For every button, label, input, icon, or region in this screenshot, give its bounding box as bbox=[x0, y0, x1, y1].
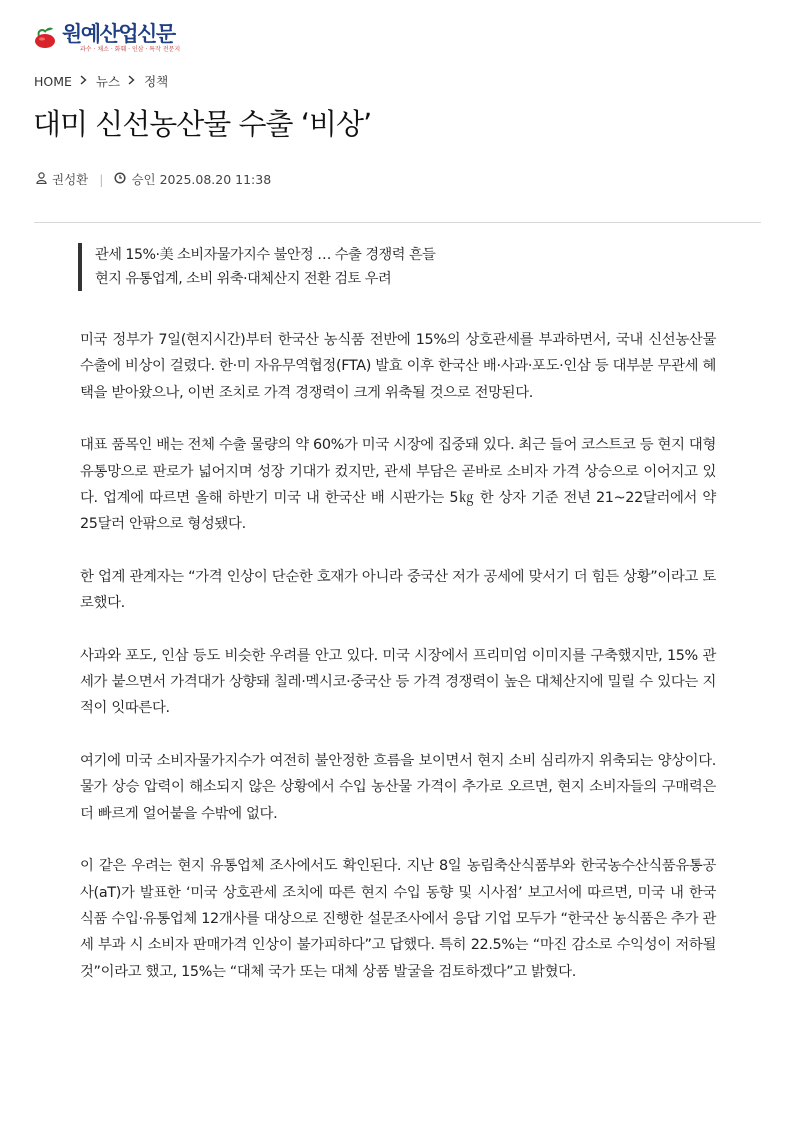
meta-divider: | bbox=[99, 171, 104, 187]
breadcrumb-news[interactable]: 뉴스 bbox=[95, 74, 121, 89]
chevron-right-icon bbox=[128, 75, 135, 88]
article-paragraph: 대표 품목인 배는 전체 수출 물량의 약 60%가 미국 시장에 집중돼 있다. 최근 들어 코스트코 등 현지 대형 유통망으로 판로가 넓어지며 성장 기대가 컸지만, 관세 부담은 곧바로 소비자 가격 상승으로 이어지고 있다. 업계에 따르면 올해 하반기 미국 내 한국산 배 시판가는 5㎏ 한 상자 기준 전년 21~22달러에서 약 25달러 안팎으로 형성됐다. bbox=[80, 437, 716, 533]
site-logo[interactable] bbox=[33, 22, 180, 54]
clock-icon bbox=[114, 172, 126, 187]
article-paragraph: 사과와 포도, 인삼 등도 비슷한 우려를 안고 있다. 미국 시장에서 프리미엄 이미지를 구축했지만, 15% 관세가 붙으면서 가격대가 상향돼 칠레·멕시코·중국산 등 가격 경쟁력이 높은 대체산지에 밀릴 수 있다는 지적이 잇따른다. bbox=[80, 647, 716, 717]
article-paragraph: 이 같은 우려는 현지 유통업체 조사에서도 확인된다. 지난 8일 농림축산식품부와 한국농수산식품유통공사(aT)가 발표한 ‘미국 상호관세 조치에 따른 현지 수입 동향 및 시사점’ 보고서에 따르면, 미국 내 한국 식품 수입·유통업체 12개사를 대상으로 진행한 설문조사에서 응답 기업 모두가 “한국산 농식품은 추가 관세 부과 시 소비자 판매가격 인상이 불가피하다”고 답했다. 특히 22.5%는 “마진 감소로 수익성이 저하될 것”이라고 했고, 15%는 “대체 국가 또는 대체 상품 발굴을 검토하겠다”고 밝혔다. bbox=[80, 858, 716, 980]
approved-datetime: 2025.08.20 11:38 bbox=[159, 171, 272, 187]
breadcrumb bbox=[34, 72, 168, 90]
logo-name: 원예산업신문 bbox=[62, 22, 175, 46]
article-paragraph: 한 업계 관계자는 “가격 인상이 단순한 호재가 아니라 중국산 저가 공세에 맞서기 더 힘든 상황”이라고 토로했다. bbox=[80, 568, 716, 612]
breadcrumb-policy[interactable]: 정책 bbox=[144, 74, 169, 89]
article-body bbox=[80, 327, 716, 1011]
approved-label: 승인 bbox=[131, 172, 156, 187]
apple-logo-icon bbox=[33, 25, 59, 51]
header-divider bbox=[34, 222, 761, 223]
article-subtitle bbox=[78, 243, 435, 291]
breadcrumb-home[interactable]: HOME bbox=[34, 73, 72, 89]
author-name[interactable]: 권성환 bbox=[52, 172, 89, 187]
article-title: 대미 신선농산물 수출 ‘비상’ bbox=[33, 107, 372, 141]
subtitle-line: 관세 15%·美 소비자물가지수 불안정 … 수출 경쟁력 흔들 bbox=[95, 247, 436, 263]
article-paragraph: 미국 정부가 7일(현지시간)부터 한국산 농식품 전반에 15%의 상호관세를 부과하면서, 국내 신선농산물 수출에 비상이 걸렸다. 한·미 자유무역협정(FTA) 발효 이후 한국산 배·사과·포도·인삼 등 대부분 무관세 혜택을 받아왔으나, 이번 조치로 가격 경쟁력이 크게 위축될 것으로 전망된다. bbox=[80, 332, 716, 401]
logo-tagline: 과수 · 채소 · 화훼 · 인삼 · 특작 전문지 bbox=[80, 46, 181, 53]
user-icon bbox=[36, 172, 47, 187]
article-paragraph: 여기에 미국 소비자물가지수가 여전히 불안정한 흐름을 보이면서 현지 소비 심리까지 위축되는 양상이다. 물가 상승 압력이 해소되지 않은 상황에서 수입 농산물 가격이 추가로 오르면, 현지 소비자들의 구매력은 더 빠르게 얼어붙을 수밖에 없다. bbox=[80, 752, 716, 822]
subtitle-line: 현지 유통업계, 소비 위축·대체산지 전환 검토 우려 bbox=[95, 271, 392, 287]
article-meta bbox=[36, 170, 271, 188]
chevron-right-icon bbox=[80, 75, 87, 88]
